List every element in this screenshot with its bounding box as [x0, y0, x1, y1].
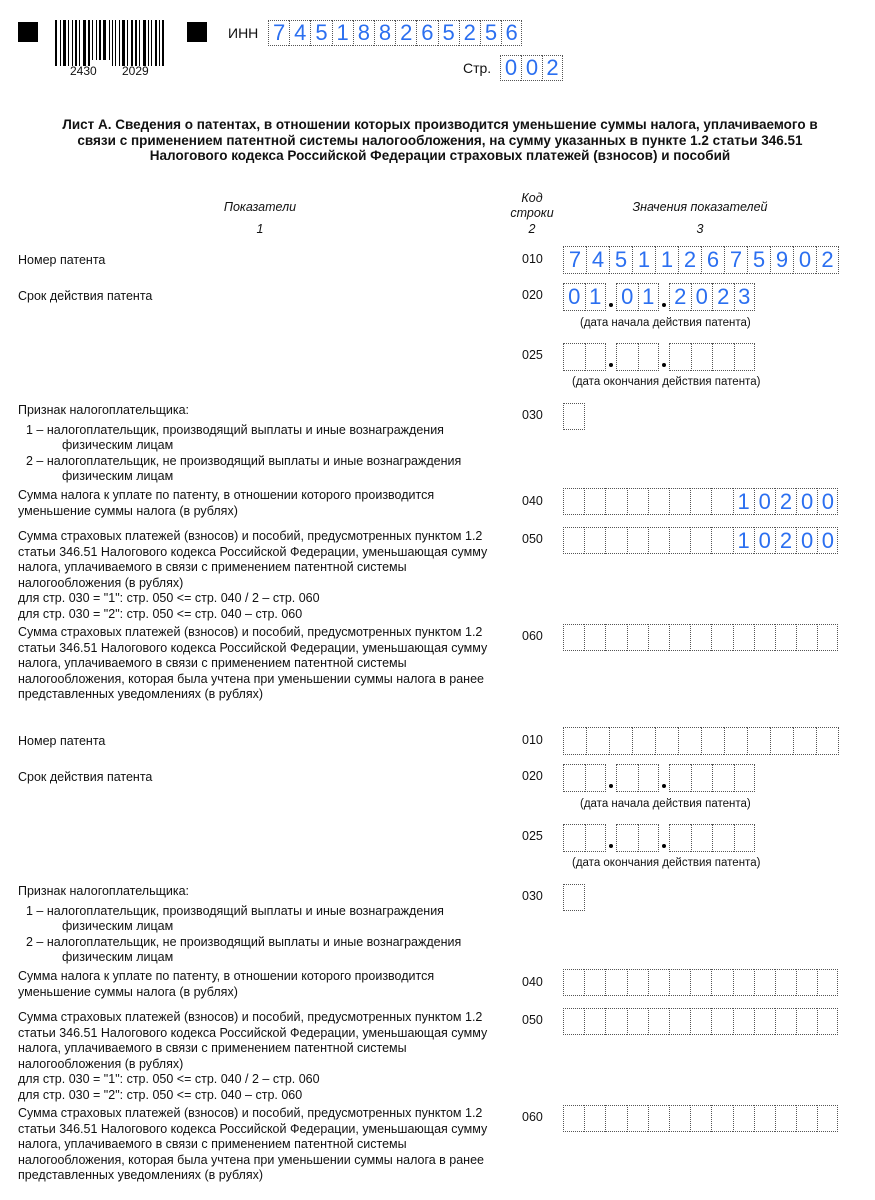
date-separator-dot	[606, 824, 616, 852]
tax-amount-field[interactable]	[563, 488, 838, 515]
char-cell[interactable]	[747, 727, 770, 755]
barcode-bar	[63, 20, 66, 66]
label-tax-amount: Сумма налога к уплате по патенту, в отношении которого производится уменьшение суммы налога (в рублях)	[18, 488, 435, 518]
char-cell[interactable]	[638, 824, 660, 852]
char-cell[interactable]	[669, 1008, 690, 1035]
char-cell[interactable]	[584, 969, 605, 996]
label-patent-term: Срок действия патента	[18, 289, 153, 303]
char-cell[interactable]	[669, 764, 691, 792]
registration-mark	[18, 22, 38, 42]
char-cell[interactable]	[584, 527, 605, 554]
inn-field[interactable]	[268, 20, 522, 46]
char-cell[interactable]: 8	[374, 20, 395, 46]
barcode-bar	[75, 20, 77, 66]
char-cell[interactable]	[724, 727, 747, 755]
char-cell[interactable]	[563, 1008, 584, 1035]
column-header-values: Значения показателей	[632, 200, 768, 214]
barcode-bar	[151, 20, 152, 66]
char-cell[interactable]	[648, 527, 669, 554]
sign-option-2-cont: физическим лицам	[62, 469, 174, 483]
barcode-bar	[115, 20, 116, 66]
char-cell[interactable]: 0	[817, 488, 838, 515]
char-cell[interactable]	[605, 488, 626, 515]
label-patent-term: Срок действия патента	[18, 770, 153, 784]
char-cell[interactable]	[655, 727, 678, 755]
char-cell[interactable]	[669, 343, 691, 371]
char-cell[interactable]	[754, 624, 775, 651]
rule-2: для стр. 030 = "2": стр. 050 <= стр. 040 – стр. 060	[18, 1087, 303, 1102]
char-cell[interactable]: 0	[754, 488, 775, 515]
char-cell[interactable]	[584, 1008, 605, 1035]
column-header-indicators: Показатели	[223, 200, 297, 214]
barcode-bar	[72, 20, 73, 66]
char-cell[interactable]	[690, 488, 711, 515]
char-cell[interactable]	[817, 624, 838, 651]
start-date-caption: (дата начала действия патента)	[580, 798, 751, 810]
date-separator-dot	[659, 824, 669, 852]
column-number: 2	[528, 222, 536, 236]
char-cell[interactable]	[648, 488, 669, 515]
start-date-caption: (дата начала действия патента)	[580, 317, 751, 329]
barcode-number: 2430	[70, 64, 97, 78]
char-cell[interactable]	[775, 1008, 796, 1035]
line-code: 020	[522, 769, 543, 783]
line-code: 040	[522, 494, 543, 508]
char-cell[interactable]: 0	[500, 55, 521, 81]
char-cell[interactable]	[616, 824, 638, 852]
insurance-reducing-field[interactable]	[563, 527, 838, 554]
barcode-bar	[162, 20, 164, 66]
line-code: 010	[522, 733, 543, 747]
barcode-bar	[60, 20, 61, 66]
char-cell[interactable]	[775, 624, 796, 651]
char-cell[interactable]: 5	[480, 20, 501, 46]
char-cell[interactable]: 2	[459, 20, 480, 46]
char-cell[interactable]	[627, 624, 648, 651]
char-cell[interactable]	[669, 969, 690, 996]
char-cell[interactable]	[754, 969, 775, 996]
sign-option-1: 1 – налогоплательщик, производящий выплаты и иные вознаграждения	[26, 422, 444, 437]
char-cell[interactable]	[796, 969, 817, 996]
barcode-bar	[131, 20, 133, 66]
date-separator-dot	[606, 764, 616, 792]
char-cell[interactable]: 1	[733, 488, 754, 515]
char-cell[interactable]	[796, 1008, 817, 1035]
char-cell[interactable]	[627, 1105, 648, 1132]
char-cell[interactable]	[585, 824, 607, 852]
rule-2: для стр. 030 = "2": стр. 050 <= стр. 040 – стр. 060	[18, 606, 303, 621]
char-cell[interactable]	[648, 969, 669, 996]
barcode-bar	[109, 20, 110, 60]
label-insurance-previous: Сумма страховых платежей (взносов) и пособий, предусмотренных пунктом 1.2 статьи 346.51 Налогового кодекса Российской Федерации, уменьшающая сумму налога, уплачиваемого в связи с применением патентной системы налогообложения, которая была учтена при уменьшении суммы налога в ранее представленных уведомлениях (в рублях)	[18, 625, 488, 701]
char-cell[interactable]: 9	[770, 246, 793, 274]
char-cell[interactable]	[678, 727, 701, 755]
line-code: 050	[522, 532, 543, 546]
barcode-bar	[68, 20, 69, 66]
char-cell[interactable]: 2	[775, 488, 796, 515]
line-code: 060	[522, 629, 543, 643]
start-date-field[interactable]	[563, 283, 755, 311]
end-date-field[interactable]	[563, 343, 755, 371]
barcode-bar	[139, 20, 140, 66]
char-cell[interactable]	[563, 824, 585, 852]
char-cell[interactable]	[563, 488, 584, 515]
char-cell[interactable]: 5	[609, 246, 632, 274]
char-cell[interactable]: 2	[712, 283, 734, 311]
char-cell[interactable]	[770, 727, 793, 755]
char-cell[interactable]	[690, 969, 711, 996]
char-cell[interactable]: 6	[501, 20, 522, 46]
taxpayer-sign-title: Признак налогоплательщика:	[18, 884, 190, 898]
char-cell[interactable]	[605, 527, 626, 554]
tax-amount-field[interactable]	[563, 969, 838, 996]
barcode-bar	[83, 20, 86, 66]
line-code: 010	[522, 252, 543, 266]
char-cell[interactable]: 1	[655, 246, 678, 274]
char-cell[interactable]	[711, 1105, 732, 1132]
barcode-bar	[159, 20, 160, 66]
line-code: 025	[522, 348, 543, 362]
char-cell[interactable]	[609, 727, 632, 755]
barcode-bar	[135, 20, 137, 66]
char-cell[interactable]: 5	[310, 20, 331, 46]
line-code: 020	[522, 288, 543, 302]
label-taxpayer-sign	[18, 403, 508, 485]
char-cell[interactable]	[711, 624, 732, 651]
char-cell[interactable]	[563, 527, 584, 554]
barcode-bar	[155, 20, 157, 66]
char-cell[interactable]	[563, 343, 585, 371]
char-cell[interactable]: 1	[632, 246, 655, 274]
barcode-bar	[112, 20, 114, 66]
char-cell[interactable]	[632, 727, 655, 755]
char-cell[interactable]	[616, 764, 638, 792]
char-cell[interactable]	[690, 1008, 711, 1035]
char-cell[interactable]	[733, 1008, 754, 1035]
char-cell[interactable]	[638, 343, 660, 371]
char-cell[interactable]	[616, 343, 638, 371]
inn-label: ИНН	[228, 25, 259, 41]
date-separator-dot	[659, 764, 669, 792]
char-cell[interactable]: 6	[701, 246, 724, 274]
char-cell[interactable]	[605, 1105, 626, 1132]
end-date-caption: (дата окончания действия патента)	[572, 376, 761, 388]
char-cell[interactable]	[627, 1008, 648, 1035]
taxpayer-sign-field[interactable]	[563, 403, 585, 430]
char-cell[interactable]	[775, 969, 796, 996]
column-header-code: Код строки	[510, 191, 554, 220]
taxpayer-sign-title: Признак налогоплательщика:	[18, 403, 190, 417]
char-cell[interactable]	[648, 1105, 669, 1132]
char-cell[interactable]: 0	[616, 283, 638, 311]
char-cell[interactable]	[817, 969, 838, 996]
column-number: 1	[256, 222, 264, 236]
char-cell[interactable]: 0	[817, 527, 838, 554]
char-cell[interactable]: 1	[585, 283, 607, 311]
char-cell[interactable]	[563, 403, 585, 430]
label-insurance-reducing	[18, 1010, 508, 1103]
date-separator-dot	[606, 343, 616, 371]
char-cell[interactable]: 0	[754, 527, 775, 554]
char-cell[interactable]	[711, 488, 732, 515]
char-cell[interactable]	[817, 1105, 838, 1132]
char-cell[interactable]	[669, 624, 690, 651]
char-cell[interactable]	[563, 624, 584, 651]
barcode-bar	[96, 20, 97, 60]
char-cell[interactable]	[691, 343, 713, 371]
char-cell[interactable]	[627, 488, 648, 515]
char-cell[interactable]	[734, 343, 756, 371]
date-separator-dot	[606, 283, 616, 311]
char-cell[interactable]	[712, 824, 734, 852]
sign-option-2: 2 – налогоплательщик, не производящий выплаты и иные вознаграждения	[26, 934, 462, 949]
char-cell[interactable]	[816, 727, 839, 755]
char-cell[interactable]	[817, 1008, 838, 1035]
char-cell[interactable]	[691, 824, 713, 852]
char-cell[interactable]	[690, 527, 711, 554]
line-code: 040	[522, 975, 543, 989]
label-taxpayer-sign	[18, 884, 508, 966]
column-number: 3	[696, 222, 704, 236]
barcode-bar	[143, 20, 146, 66]
label-tax-amount: Сумма налога к уплате по патенту, в отношении которого производится уменьшение суммы налога (в рублях)	[18, 969, 435, 999]
char-cell[interactable]	[563, 884, 585, 911]
char-cell[interactable]	[584, 624, 605, 651]
date-separator-dot	[659, 283, 669, 311]
char-cell[interactable]	[691, 764, 713, 792]
barcode	[55, 20, 167, 66]
char-cell[interactable]: 2	[678, 246, 701, 274]
barcode-bar	[79, 20, 80, 66]
label-patent-number: Номер патента	[18, 253, 106, 267]
insurance-previous-field[interactable]	[563, 624, 838, 651]
char-cell[interactable]	[627, 969, 648, 996]
char-cell[interactable]	[584, 1105, 605, 1132]
barcode-bar	[88, 20, 90, 66]
char-cell[interactable]	[712, 764, 734, 792]
char-cell[interactable]	[690, 624, 711, 651]
char-cell[interactable]	[648, 1008, 669, 1035]
char-cell[interactable]	[669, 1105, 690, 1132]
page-title: Лист А. Сведения о патентах, в отношении которых производится уменьшение суммы налога, уплачиваемого в связи с применением патентной системы налогообложения, на сумму указанных в пункте 1.2 статьи 346.51 Налогового кодекса Российской Федерации страховых платежей (взносов) и пособий	[62, 117, 818, 163]
char-cell[interactable]	[586, 727, 609, 755]
registration-mark	[187, 22, 207, 42]
page-number-field[interactable]	[500, 55, 563, 81]
sign-option-1-cont: физическим лицам	[62, 438, 174, 452]
char-cell[interactable]	[734, 824, 756, 852]
sign-option-1-cont: физическим лицам	[62, 919, 174, 933]
char-cell[interactable]	[711, 1008, 732, 1035]
char-cell[interactable]: 2	[775, 527, 796, 554]
line-code: 030	[522, 408, 543, 422]
char-cell[interactable]: 5	[747, 246, 770, 274]
sign-option-2-cont: физическим лицам	[62, 950, 174, 964]
date-separator-dot	[659, 343, 669, 371]
char-cell[interactable]	[669, 527, 690, 554]
char-cell[interactable]	[775, 1105, 796, 1132]
char-cell[interactable]: 0	[691, 283, 713, 311]
insurance-reducing-field[interactable]	[563, 1008, 838, 1035]
char-cell[interactable]	[584, 488, 605, 515]
line-code: 025	[522, 829, 543, 843]
sign-option-1: 1 – налогоплательщик, производящий выплаты и иные вознаграждения	[26, 903, 444, 918]
barcode-bar	[99, 20, 101, 60]
char-cell[interactable]	[585, 764, 607, 792]
char-cell[interactable]: 3	[734, 283, 756, 311]
label-insurance-previous: Сумма страховых платежей (взносов) и пособий, предусмотренных пунктом 1.2 статьи 346.51 Налогового кодекса Российской Федерации, уменьшающая сумму налога, уплачиваемого в связи с применением патентной системы налогообложения, которая была учтена при уменьшении суммы налога в ранее представленных уведомлениях (в рублях)	[18, 1106, 488, 1182]
char-cell[interactable]	[796, 624, 817, 651]
char-cell[interactable]	[733, 969, 754, 996]
line-code: 030	[522, 889, 543, 903]
char-cell[interactable]	[605, 1008, 626, 1035]
char-cell[interactable]	[754, 1105, 775, 1132]
char-cell[interactable]	[627, 527, 648, 554]
char-cell[interactable]: 5	[438, 20, 459, 46]
char-cell[interactable]	[701, 727, 724, 755]
char-cell[interactable]	[563, 969, 584, 996]
barcode-bar	[119, 20, 120, 66]
char-cell[interactable]	[712, 343, 734, 371]
char-cell[interactable]: 0	[796, 527, 817, 554]
char-cell[interactable]	[711, 969, 732, 996]
char-cell[interactable]: 2	[395, 20, 416, 46]
char-cell[interactable]: 1	[733, 527, 754, 554]
char-cell[interactable]	[669, 488, 690, 515]
char-cell[interactable]	[711, 527, 732, 554]
char-cell[interactable]	[648, 624, 669, 651]
char-cell[interactable]: 2	[542, 55, 563, 81]
char-cell[interactable]: 1	[638, 283, 660, 311]
char-cell[interactable]	[638, 764, 660, 792]
label-insurance-reducing	[18, 529, 508, 622]
end-date-caption: (дата окончания действия патента)	[572, 857, 761, 869]
insurance-reducing-text: Сумма страховых платежей (взносов) и пособий, предусмотренных пунктом 1.2 статьи 346.51 Налогового кодекса Российской Федерации, уменьшающая сумму налога, уплачиваемого в связи с применением патентной системы налогообложения (в рублях)	[18, 1010, 488, 1071]
char-cell[interactable]	[793, 727, 816, 755]
char-cell[interactable]	[733, 624, 754, 651]
char-cell[interactable]	[754, 1008, 775, 1035]
char-cell[interactable]	[796, 1105, 817, 1132]
barcode-number: 2029	[122, 64, 149, 78]
taxpayer-sign-field[interactable]	[563, 884, 585, 911]
rule-1: для стр. 030 = "1": стр. 050 <= стр. 040 / 2 – стр. 060	[18, 1072, 320, 1086]
char-cell[interactable]: 7	[724, 246, 747, 274]
barcode-bar	[127, 20, 128, 66]
char-cell[interactable]	[563, 727, 586, 755]
insurance-reducing-text: Сумма страховых платежей (взносов) и пособий, предусмотренных пунктом 1.2 статьи 346.51 Налогового кодекса Российской Федерации, уменьшающая сумму налога, уплачиваемого в связи с применением патентной системы налогообложения (в рублях)	[18, 529, 488, 590]
barcode-bar	[122, 20, 125, 66]
barcode-bar	[92, 20, 93, 60]
patent-number-field[interactable]	[563, 727, 839, 755]
insurance-previous-field[interactable]	[563, 1105, 838, 1132]
char-cell[interactable]: 6	[416, 20, 437, 46]
barcode-bar	[55, 20, 57, 66]
char-cell[interactable]: 1	[332, 20, 353, 46]
barcode-bar	[148, 20, 149, 66]
char-cell[interactable]: 7	[563, 246, 586, 274]
end-date-field[interactable]	[563, 824, 755, 852]
char-cell[interactable]	[605, 969, 626, 996]
sign-option-2: 2 – налогоплательщик, не производящий выплаты и иные вознаграждения	[26, 453, 462, 468]
char-cell[interactable]: 2	[669, 283, 691, 311]
char-cell[interactable]	[734, 764, 756, 792]
patent-number-field[interactable]	[563, 246, 839, 274]
char-cell[interactable]: 0	[793, 246, 816, 274]
label-patent-number: Номер патента	[18, 734, 106, 748]
char-cell[interactable]: 4	[289, 20, 310, 46]
line-code: 050	[522, 1013, 543, 1027]
line-code: 060	[522, 1110, 543, 1124]
char-cell[interactable]	[605, 624, 626, 651]
char-cell[interactable]: 4	[586, 246, 609, 274]
char-cell[interactable]: 0	[563, 283, 585, 311]
char-cell[interactable]	[563, 764, 585, 792]
char-cell[interactable]	[585, 343, 607, 371]
char-cell[interactable]: 0	[796, 488, 817, 515]
char-cell[interactable]: 7	[268, 20, 289, 46]
barcode-bar	[103, 20, 106, 60]
char-cell[interactable]	[669, 824, 691, 852]
char-cell[interactable]	[563, 1105, 584, 1132]
start-date-field[interactable]	[563, 764, 755, 792]
page-label: Стр.	[463, 60, 492, 76]
char-cell[interactable]: 2	[816, 246, 839, 274]
char-cell[interactable]	[733, 1105, 754, 1132]
rule-1: для стр. 030 = "1": стр. 050 <= стр. 040 / 2 – стр. 060	[18, 591, 320, 605]
char-cell[interactable]: 8	[353, 20, 374, 46]
char-cell[interactable]	[690, 1105, 711, 1132]
char-cell[interactable]: 0	[521, 55, 542, 81]
